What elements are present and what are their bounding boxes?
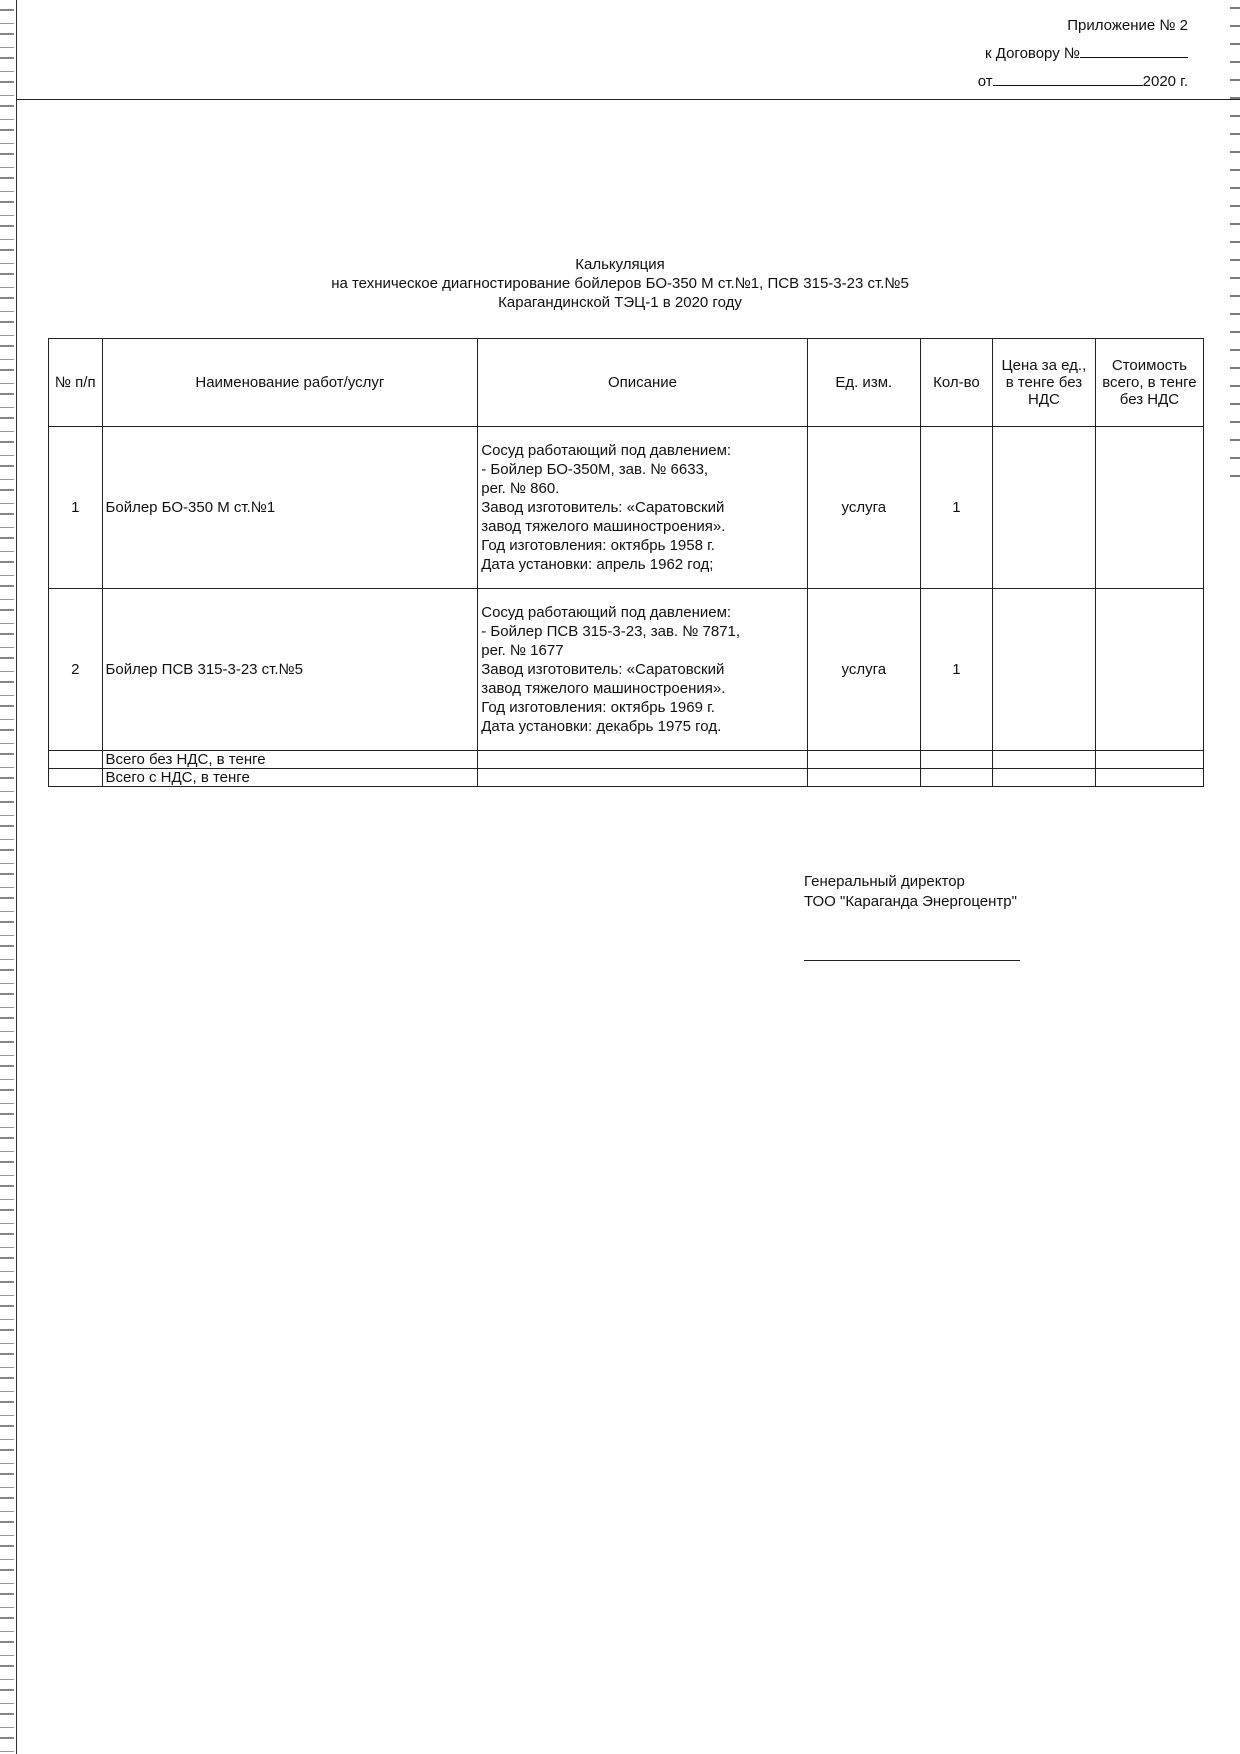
row-price — [992, 427, 1095, 589]
date-blank — [993, 71, 1143, 86]
header-qty: Кол-во — [920, 339, 992, 427]
signature-line — [804, 960, 1020, 961]
title-line-1: Калькуляция — [575, 256, 665, 273]
desc-line: Завод изготовитель: «Саратовский — [481, 499, 725, 516]
total-with-vat-unit — [807, 769, 920, 787]
scan-edge-right — [1230, 0, 1240, 480]
desc-line: завод тяжелого машиностроения». — [481, 518, 726, 535]
row-name: Бойлер ПСВ 315-3-23 ст.№5 — [102, 589, 478, 751]
total-with-vat-desc — [478, 769, 807, 787]
contract-label: к Договору № — [985, 45, 1080, 62]
table-header-row — [49, 339, 1204, 427]
total-no-vat-label: Всего без НДС, в тенге — [102, 751, 478, 769]
row-total — [1095, 589, 1203, 751]
row-qty: 1 — [920, 427, 992, 589]
row-total — [1095, 427, 1203, 589]
table-row — [49, 589, 1204, 751]
total-with-vat-num — [49, 769, 103, 787]
title-line-2: на техническое диагностирование бойлеров БО-350 М ст.№1, ПСВ 315-3-23 ст.№5 — [331, 275, 909, 292]
total-with-vat-row — [49, 769, 1204, 787]
signatory-company: ТОО "Караганда Энергоцентр" — [804, 893, 1017, 910]
desc-line: Дата установки: апрель 1962 год; — [481, 556, 714, 573]
header-name: Наименование работ/услуг — [102, 339, 478, 427]
signatory-position: Генеральный директор — [804, 873, 965, 890]
appendix-number: Приложение № 2 — [1067, 17, 1188, 34]
row-unit: услуга — [807, 427, 920, 589]
total-no-vat-value — [1095, 751, 1203, 769]
total-no-vat-unit — [807, 751, 920, 769]
signature-block — [804, 872, 1017, 912]
desc-line: Дата установки: декабрь 1975 год. — [481, 718, 722, 735]
desc-line: Год изготовления: октябрь 1969 г. — [481, 699, 715, 716]
scan-edge-left — [0, 0, 14, 1754]
desc-line: Сосуд работающий под давлением: — [481, 604, 732, 621]
total-with-vat-qty — [920, 769, 992, 787]
scan-edge-line — [16, 0, 17, 1754]
total-no-vat-row — [49, 751, 1204, 769]
date-line — [978, 68, 1188, 96]
desc-line: завод тяжелого машиностроения». — [481, 680, 726, 697]
total-no-vat-desc — [478, 751, 807, 769]
total-with-vat-value — [1095, 769, 1203, 787]
contract-number-blank — [1080, 43, 1188, 58]
desc-line: - Бойлер ПСВ 315-3-23, зав. № 7871, — [481, 623, 741, 640]
document-title — [250, 255, 990, 312]
row-qty: 1 — [920, 589, 992, 751]
calculation-table — [48, 338, 1204, 787]
title-line-3: Карагандинской ТЭЦ-1 в 2020 году — [498, 294, 742, 311]
row-name: Бойлер БО-350 М ст.№1 — [102, 427, 478, 589]
contract-line — [978, 40, 1188, 68]
header-unit: Ед. изм. — [807, 339, 920, 427]
row-price — [992, 589, 1095, 751]
appendix-header — [978, 12, 1188, 96]
desc-line: рег. № 860. — [481, 480, 560, 497]
header-price: Цена за ед., в тенге без НДС — [992, 339, 1095, 427]
row-unit: услуга — [807, 589, 920, 751]
desc-line: Завод изготовитель: «Саратовский — [481, 661, 725, 678]
table-row — [49, 427, 1204, 589]
row-desc — [478, 427, 807, 589]
date-prefix: от — [977, 73, 993, 90]
desc-line: - Бойлер БО-350М, зав. № 6633, — [481, 461, 709, 478]
date-suffix: 2020 г. — [1142, 73, 1188, 90]
total-with-vat-label: Всего с НДС, в тенге — [102, 769, 478, 787]
row-num: 1 — [49, 427, 103, 589]
total-no-vat-num — [49, 751, 103, 769]
header-rule — [16, 99, 1240, 100]
total-no-vat-qty — [920, 751, 992, 769]
desc-line: рег. № 1677 — [481, 642, 564, 659]
desc-line: Сосуд работающий под давлением: — [481, 442, 732, 459]
header-desc: Описание — [478, 339, 807, 427]
row-desc — [478, 589, 807, 751]
row-num: 2 — [49, 589, 103, 751]
total-no-vat-price — [992, 751, 1095, 769]
total-with-vat-price — [992, 769, 1095, 787]
header-total: Стоимость всего, в тенге без НДС — [1095, 339, 1203, 427]
header-num: № п/п — [49, 339, 103, 427]
desc-line: Год изготовления: октябрь 1958 г. — [481, 537, 715, 554]
